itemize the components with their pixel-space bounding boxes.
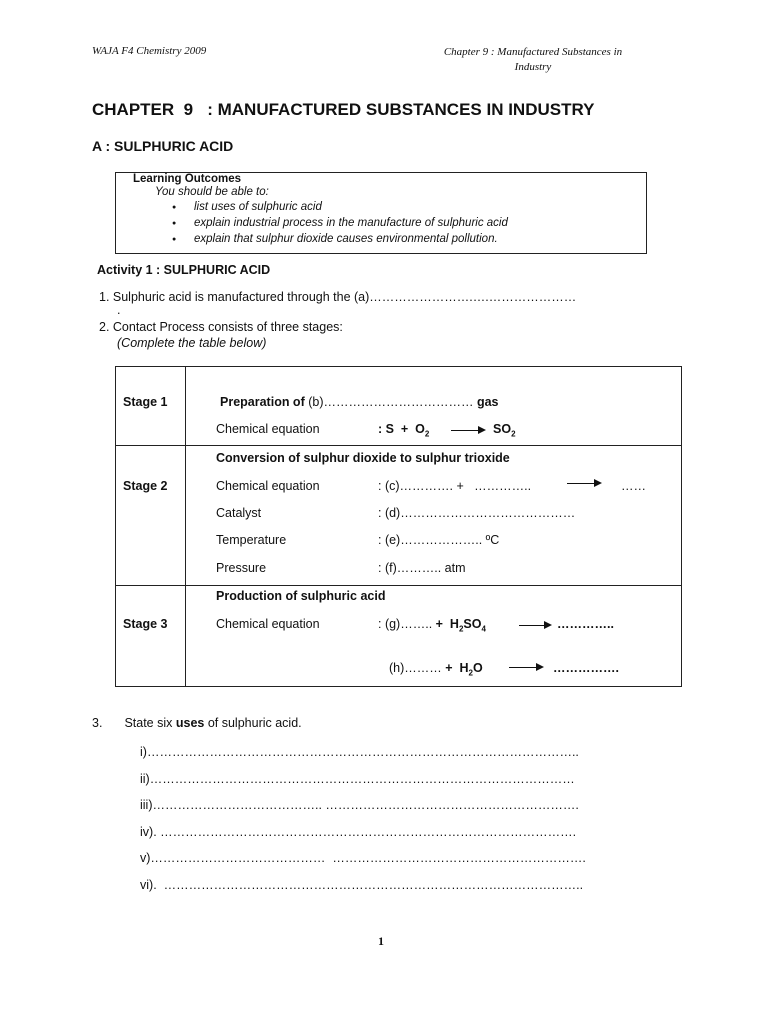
stage-2-temperature-label: Temperature (216, 533, 287, 547)
learning-outcomes-box (115, 172, 647, 254)
stage-1-equation-label: Chemical equation (216, 422, 320, 436)
stage-1-heading-bold: Preparation of (220, 395, 305, 409)
contact-process-table (115, 366, 682, 687)
uses-answer-list (140, 745, 586, 905)
stage-1-label: Stage 1 (123, 395, 168, 409)
use-answer-line: ii)………………………………………………………………………………………… (140, 771, 575, 786)
question-1-continuation: . (117, 303, 121, 317)
question-3-text-before: State six (124, 716, 176, 730)
stage-3-eq-g-plus: + H (435, 617, 459, 631)
stage-3-eq-h-plus: + H (445, 661, 469, 675)
stage-3-eq-h-sub: 2 (468, 668, 473, 678)
stage-2-pressure-label: Pressure (216, 561, 267, 575)
stage-1-heading (220, 395, 499, 409)
use-answer-line: iii)………………………………….. ……………………………………………………. (140, 798, 579, 813)
stage-3-eq-h-blank: (h)……… (389, 661, 442, 675)
learning-outcome-item: ● explain that sulphur dioxide causes environmental pollution. (172, 233, 508, 249)
stage-3-label: Stage 3 (123, 617, 168, 631)
header-right-line1: Chapter 9 : Manufactured Substances in (443, 46, 623, 58)
page-number: 1 (378, 934, 384, 948)
use-answer-line: iv). ………………………………………………………………………………………. (140, 824, 577, 839)
question-3 (92, 716, 302, 730)
table-row-divider (116, 585, 681, 586)
question-2-instruction: (Complete the table below) (117, 336, 267, 350)
question-1: 1. Sulphuric acid is manufactured through the (a)…………………….….………………… (99, 290, 577, 304)
learning-outcomes-intro: You should be able to: (155, 186, 269, 198)
stage-2-temperature-value: : (e)……………….. ºC (378, 533, 500, 547)
activity-heading: Activity 1 : SULPHURIC ACID (97, 263, 271, 277)
stage-1-eq-left: : S + O (378, 422, 425, 436)
stage-2-catalyst-label: Catalyst (216, 506, 262, 520)
stage-2-heading: Conversion of sulphur dioxide to sulphur trioxide (216, 451, 510, 465)
stage-1-eq-right-sub: 2 (511, 429, 516, 439)
learning-outcomes-title: Learning Outcomes (133, 173, 241, 185)
chapter-title: CHAPTER 9 : MANUFACTURED SUBSTANCES IN INDUSTRY (92, 100, 595, 119)
question-3-bold: uses (175, 716, 205, 730)
section-heading: A : SULPHURIC ACID (92, 138, 234, 154)
learning-outcomes-list (172, 201, 508, 249)
stage-2-pressure-value: : (f)……….. atm (378, 561, 466, 575)
use-answer-line: v)…………………………………… ……………………………………………………. (140, 851, 586, 866)
stage-3-eq-g-sub2: 4 (481, 624, 486, 634)
stage-3-heading: Production of sulphuric acid (216, 589, 386, 603)
stage-1-equation-reactants (378, 422, 429, 439)
header-right-line2: Industry (514, 61, 552, 73)
stage-3-equation-g (378, 617, 486, 634)
stage-1-heading-blank: (b)……………………………… (304, 395, 474, 409)
question-3-text-after: of sulphuric acid. (204, 716, 302, 730)
stage-3-equation-h (389, 661, 483, 678)
stage-1-heading-end: gas (473, 395, 499, 409)
table-column-divider (185, 367, 186, 686)
stage-1-equation-product (493, 422, 516, 439)
use-answer-line: i)………………………………………………………………………………………….. (140, 745, 579, 759)
use-answer-line: vi). ……………………………………………………………………………………….. (140, 877, 584, 892)
table-row-divider (116, 445, 681, 446)
stage-2-equation-value: : (c)…………. + ………….. (378, 479, 532, 493)
stage-3-arrow-icon (519, 625, 550, 626)
stage-3-eq-g-sub: 2 (458, 624, 464, 634)
stage-2-arrow-icon (567, 483, 600, 484)
stage-2-equation-product: …… (621, 479, 646, 493)
question-3-number: 3. (92, 716, 103, 730)
stage-3-eq-h-tail: O (473, 661, 483, 675)
stage-3-equation-h-product: ……………. (553, 661, 619, 675)
stage-3-equation-label: Chemical equation (216, 617, 320, 631)
stage-2-label: Stage 2 (123, 479, 168, 493)
stage-2-catalyst-value: : (d)…………………………………… (378, 506, 576, 520)
stage-1-eq-sub: 2 (424, 429, 430, 439)
header-left: WAJA F4 Chemistry 2009 (92, 45, 207, 57)
stage-3-equation-g-product: ………….. (557, 617, 614, 631)
stage-3-h-arrow-icon (509, 667, 542, 668)
stage-1-arrow-icon (451, 430, 484, 431)
learning-outcome-item: ● explain industrial process in the manufacture of sulphuric acid (172, 217, 508, 233)
stage-2-equation-label: Chemical equation (216, 479, 320, 493)
stage-1-eq-right: SO (493, 422, 512, 436)
learning-outcome-item: ● list uses of sulphuric acid (172, 201, 508, 217)
stage-3-eq-g-blank: : (g)…….. (378, 617, 433, 631)
question-2: 2. Contact Process consists of three stages: (99, 320, 343, 334)
stage-3-eq-g-tail: SO (463, 617, 482, 631)
header-right (418, 45, 648, 75)
